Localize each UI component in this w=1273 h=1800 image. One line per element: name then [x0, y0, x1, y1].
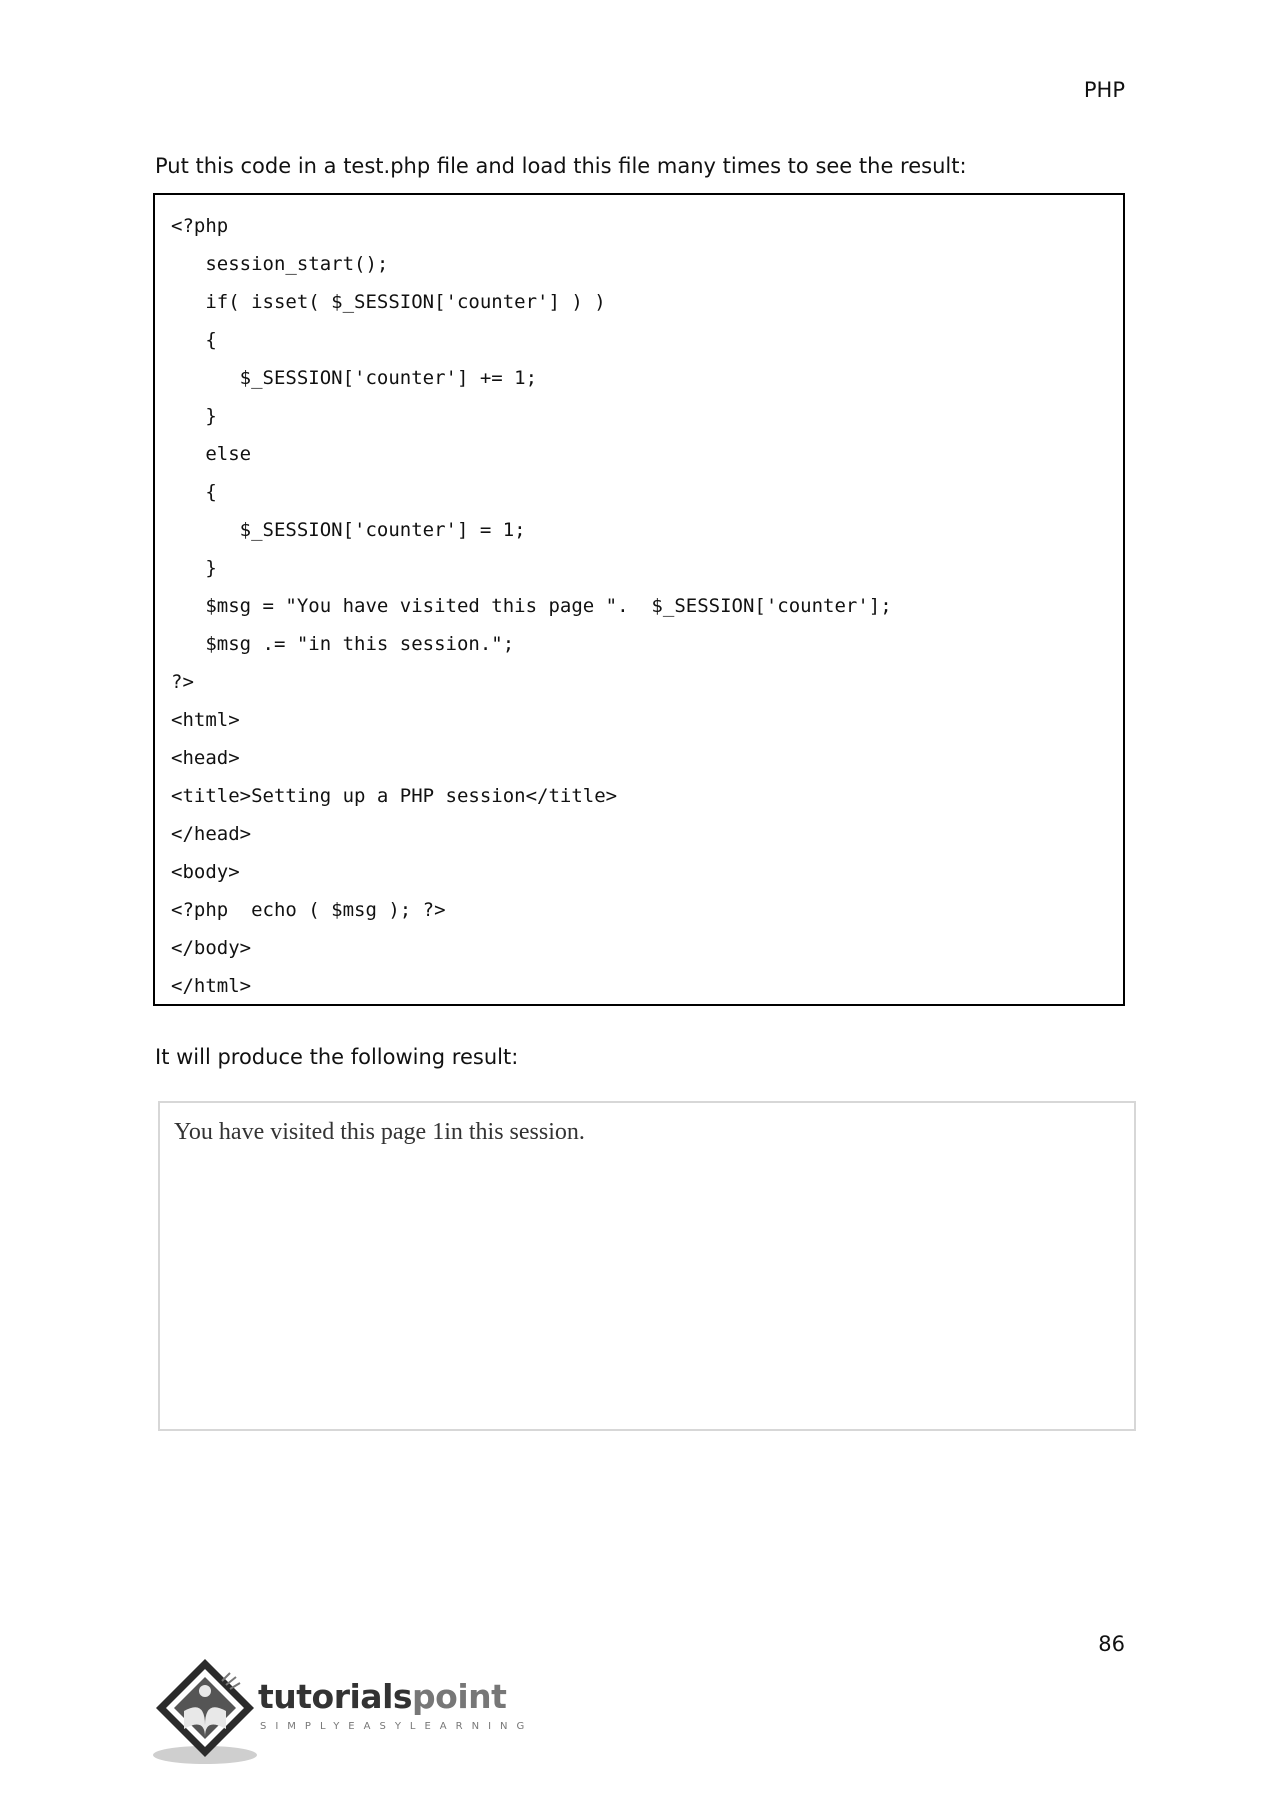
- code-line: }: [171, 557, 217, 579]
- code-line: else: [171, 443, 252, 465]
- code-line: $msg .= "in this session.";: [171, 633, 515, 655]
- logo-emblem-icon: [150, 1655, 260, 1765]
- code-line: <?php: [171, 215, 229, 237]
- code-line: if( isset( $_SESSION['counter'] ) ): [171, 291, 606, 313]
- code-line: <?php echo ( $msg ); ?>: [171, 899, 446, 921]
- code-line: <body>: [171, 861, 240, 883]
- code-line: </html>: [171, 975, 252, 997]
- code-line: $_SESSION['counter'] = 1;: [171, 519, 526, 541]
- logo-wordmark: tutorialspoint: [258, 1677, 507, 1716]
- code-line: $_SESSION['counter'] += 1;: [171, 367, 538, 389]
- code-line: ?>: [171, 671, 194, 693]
- tutorialspoint-logo: [150, 1655, 534, 1765]
- code-line: <title>Setting up a PHP session</title>: [171, 785, 618, 807]
- code-block: [153, 193, 1125, 1006]
- code-line: {: [171, 329, 217, 351]
- code-line: <head>: [171, 747, 240, 769]
- code-line: </head>: [171, 823, 252, 845]
- result-output-text: You have visited this page 1in this session.: [174, 1119, 585, 1145]
- code-line: {: [171, 481, 217, 503]
- code-line: session_start();: [171, 253, 389, 275]
- page-number: 86: [1098, 1632, 1125, 1656]
- code-line: }: [171, 405, 217, 427]
- code-line: </body>: [171, 937, 252, 959]
- result-screenshot: [158, 1101, 1136, 1431]
- logo-tagline: SIMPLYEASYLEARNING: [260, 1721, 534, 1732]
- page-header-title: PHP: [1083, 78, 1125, 102]
- code-line: <html>: [171, 709, 240, 731]
- code-line: $msg = "You have visited this page ". $_SESSION['counter'];: [171, 595, 892, 617]
- intro-text: Put this code in a test.php file and load this file many times to see the result:: [155, 154, 967, 178]
- result-label: It will produce the following result:: [155, 1045, 519, 1069]
